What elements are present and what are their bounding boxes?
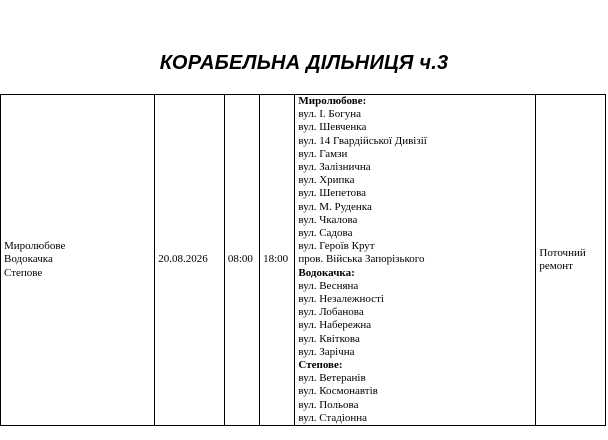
street-item: вул. Зарічна xyxy=(298,345,355,358)
settlement-heading: Миролюбове: xyxy=(298,95,367,107)
location-name: Степове xyxy=(4,266,43,279)
streets-cell xyxy=(295,95,536,426)
location-name: Миролюбове xyxy=(4,240,66,253)
street-item: вул. І. Богуна xyxy=(298,108,361,121)
street-item: вул. Героїв Крут xyxy=(298,240,375,253)
page-title: КОРАБЕЛЬНА ДІЛЬНИЦЯ ч.3 xyxy=(159,52,449,74)
street-item: вул. Шевченка xyxy=(298,121,367,134)
street-item: пров. Війська Запорізького xyxy=(298,253,425,266)
street-item: вул. Квіткова xyxy=(298,332,360,345)
street-item: вул. Хрипка xyxy=(298,174,355,187)
street-item: вул. Чкалова xyxy=(298,213,358,226)
street-item: вул. Стадіонна xyxy=(298,411,368,424)
street-item: вул. Ветеранів xyxy=(298,372,366,385)
table-row xyxy=(1,95,606,426)
street-item: вул. Гамзи xyxy=(298,147,348,160)
street-item: вул. Весняна xyxy=(298,279,359,292)
street-item: вул. Залізнична xyxy=(298,161,371,174)
street-item: вул. Космонавтів xyxy=(298,385,378,398)
street-item: вул. М. Руденка xyxy=(298,200,372,213)
street-item: вул. Польова xyxy=(298,398,359,411)
settlement-heading: Водокачка: xyxy=(298,266,355,279)
street-item: вул. Набережна xyxy=(298,319,372,332)
street-item: вул. Садова xyxy=(298,227,353,240)
reason-cell xyxy=(536,95,606,426)
reason-text: ремонт xyxy=(539,260,573,273)
street-item: вул. Шепетова xyxy=(298,187,367,200)
start-time-cell: 08:00 xyxy=(224,95,259,426)
street-item: вул. Лобанова xyxy=(298,306,364,319)
settlement-heading: Степове: xyxy=(298,359,343,372)
outage-table xyxy=(0,94,606,426)
location-name: Водокачка xyxy=(4,253,53,266)
locations-cell xyxy=(1,95,155,426)
date-cell: 20.08.2026 xyxy=(155,95,225,426)
reason-text: Поточний xyxy=(539,246,586,259)
end-time-cell: 18:00 xyxy=(260,95,295,426)
street-item: вул. Незалежності xyxy=(298,293,384,306)
street-item: вул. 14 Гвардійської Дивізії xyxy=(298,134,427,147)
